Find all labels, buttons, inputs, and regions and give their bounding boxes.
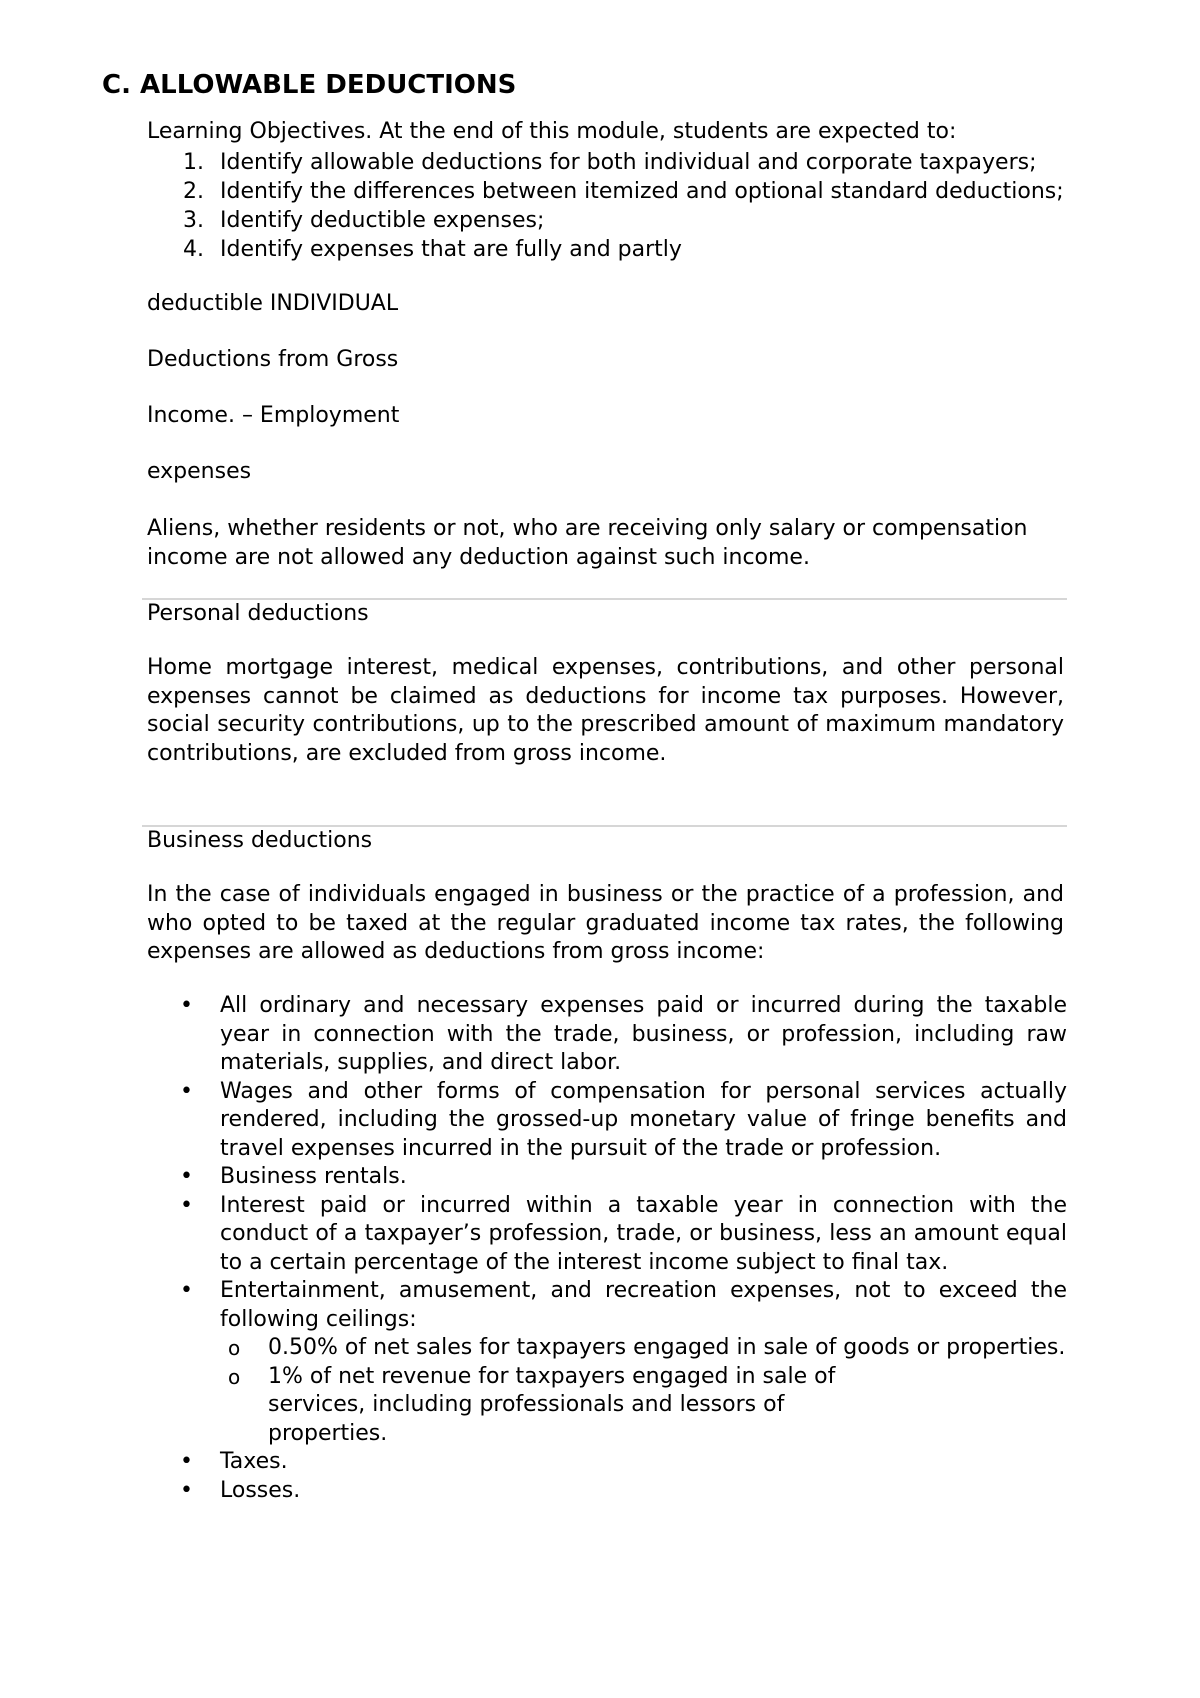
sub-list-item bbox=[220, 1363, 1067, 1449]
section-divider bbox=[142, 825, 1067, 827]
list-item bbox=[172, 992, 1067, 1078]
objective-number: 2. bbox=[183, 179, 204, 204]
list-item-text: Losses. bbox=[220, 1477, 301, 1503]
text-line: expenses bbox=[147, 459, 252, 484]
text-line: Income. – Employment bbox=[147, 403, 400, 428]
bullet-icon: • bbox=[180, 1477, 193, 1503]
objective-number: 3. bbox=[183, 208, 204, 233]
text-line: deductible INDIVIDUAL bbox=[147, 291, 399, 316]
objective-text: Identify expenses that are fully and partly bbox=[220, 237, 682, 262]
sub-list-item-text: 0.50% of net sales for taxpayers engaged in sale of goods or properties. bbox=[268, 1335, 1066, 1360]
aliens-paragraph: Aliens, whether residents or not, who are receiving only salary or compensation income are not allowed any deduction against such income. bbox=[147, 516, 1028, 570]
list-item bbox=[172, 1078, 1067, 1164]
objective-text: Identify allowable deductions for both individual and corporate taxpayers; bbox=[220, 150, 1037, 175]
bullet-icon: • bbox=[180, 1449, 193, 1474]
list-item-text: All ordinary and necessary expenses paid or incurred during the taxable year in connection with the trade, business, or profession, including raw materials, supplies, and direct labor. bbox=[220, 993, 1067, 1075]
personal-deductions-heading: Personal deductions bbox=[147, 601, 369, 626]
objective-number: 1. bbox=[183, 150, 204, 175]
learning-objectives-intro: Learning Objectives. At the end of this module, students are expected to: bbox=[147, 119, 957, 144]
business-deductions-paragraph: In the case of individuals engaged in business or the practice of a profession, and who opted to be taxed at the regular graduated income tax rates, the following expenses are allowed as deductions from gross income: bbox=[147, 882, 1064, 964]
list-item-text: Taxes. bbox=[220, 1449, 288, 1474]
objective-number: 4. bbox=[183, 237, 204, 262]
business-deductions-heading: Business deductions bbox=[147, 828, 373, 853]
list-item bbox=[172, 1277, 1067, 1448]
section-divider bbox=[142, 598, 1067, 600]
list-item bbox=[172, 1163, 1067, 1192]
circle-bullet-icon: o bbox=[228, 1336, 241, 1360]
list-item-text: Wages and other forms of compensation for personal services actually rendered, including the grossed-up monetary value of fringe benefits and travel expenses incurred in the pursuit of the trade or profession. bbox=[220, 1078, 1067, 1161]
bullet-icon: • bbox=[180, 1278, 193, 1303]
bullet-icon: • bbox=[180, 1078, 193, 1104]
objective-item bbox=[175, 235, 1195, 264]
business-deductions-list bbox=[172, 992, 1067, 1505]
bullet-icon: • bbox=[180, 1164, 193, 1189]
list-item-text: Entertainment, amusement, and recreation expenses, not to exceed the following ceilings: bbox=[220, 1278, 1067, 1332]
sub-list-item bbox=[220, 1334, 1067, 1363]
objective-item bbox=[175, 177, 1195, 206]
objective-text: Identify deductible expenses; bbox=[220, 208, 545, 233]
circle-bullet-icon: o bbox=[228, 1364, 241, 1389]
list-item-text: Interest paid or incurred within a taxable year in connection with the conduct of a taxpayer’s profession, trade, or business, less an amount equal to a certain percentage of the interest income subject to final tax. bbox=[220, 1192, 1067, 1275]
objectives-list bbox=[175, 148, 1195, 264]
text-line: Deductions from Gross bbox=[147, 347, 399, 372]
objective-item bbox=[175, 206, 1195, 235]
sub-list-item-text: 1% of net revenue for taxpayers engaged in sale of services, including professionals and lessors of properties. bbox=[268, 1363, 836, 1446]
ceilings-list bbox=[220, 1334, 1067, 1448]
personal-deductions-paragraph: Home mortgage interest, medical expenses, contributions, and other personal expenses cannot be claimed as deductions for income tax purposes. However, social security contributions, up to the prescribed amount of maximum mandatory contributions, are excluded from gross income. bbox=[147, 655, 1064, 766]
list-item bbox=[172, 1448, 1067, 1477]
objective-item bbox=[175, 148, 1195, 177]
list-item bbox=[172, 1192, 1067, 1278]
list-item-text: Business rentals. bbox=[220, 1164, 407, 1189]
section-title: C. ALLOWABLE DEDUCTIONS bbox=[102, 70, 517, 100]
bullet-icon: • bbox=[180, 993, 193, 1018]
bullet-icon: • bbox=[180, 1192, 193, 1218]
objective-text: Identify the differences between itemized and optional standard deductions; bbox=[220, 179, 1064, 204]
list-item bbox=[172, 1477, 1067, 1506]
